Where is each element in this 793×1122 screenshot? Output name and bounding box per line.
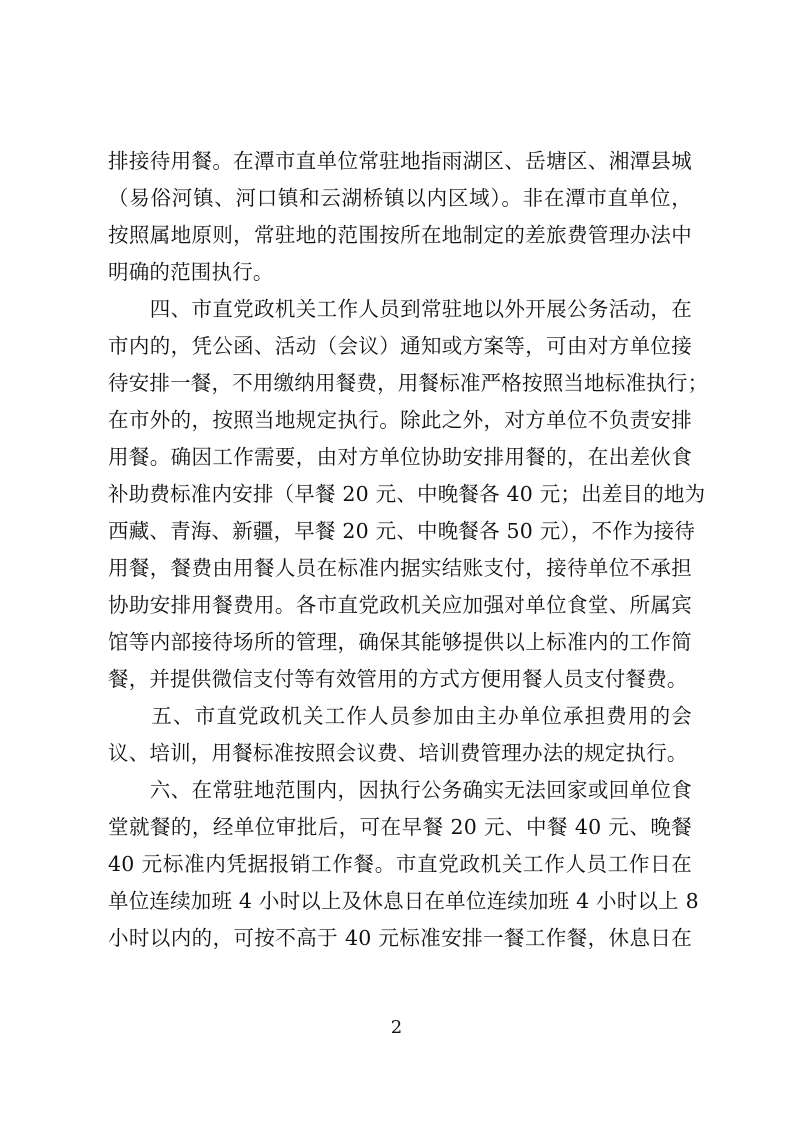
text-line: 在市外的，按照当地规定执行。除此之外，对方单位不负责安排 bbox=[108, 408, 692, 432]
text-line: 四、市直党政机关工作人员到常驻地以外开展公务活动，在 bbox=[108, 297, 692, 321]
text-line: 协助安排用餐费用。各市直党政机关应加强对单位食堂、所属宾 bbox=[108, 593, 692, 617]
text-line: （易俗河镇、河口镇和云湖桥镇以内区域）。非在潭市直单位， bbox=[108, 186, 692, 210]
text-line: 按照属地原则，常驻地的范围按所在地制定的差旅费管理办法中 bbox=[108, 223, 692, 247]
text-line: 六、在常驻地范围内，因执行公务确实无法回家或回单位食 bbox=[108, 778, 692, 802]
text-line: 用餐。确因工作需要，由对方单位协助安排用餐的，在出差伙食 bbox=[108, 445, 692, 469]
text-line: 排接待用餐。在潭市直单位常驻地指雨湖区、岳塘区、湘潭县城 bbox=[108, 149, 692, 173]
text-line: 市内的，凭公函、活动（会议）通知或方案等，可由对方单位接 bbox=[108, 334, 692, 358]
text-line: 明确的范围执行。 bbox=[108, 260, 274, 284]
text-line: 五、市直党政机关工作人员参加由主办单位承担费用的会 bbox=[108, 704, 692, 728]
text-line: 补助费标准内安排（早餐 20 元、中晚餐各 40 元；出差目的地为 bbox=[108, 482, 706, 506]
text-line: 堂就餐的，经单位审批后，可在早餐 20 元、中餐 40 元、晚餐 bbox=[108, 815, 692, 839]
page-number: 2 bbox=[390, 1017, 403, 1038]
text-line: 餐，并提供微信支付等有效管用的方式方便用餐人员支付餐费。 bbox=[108, 667, 688, 691]
document-body bbox=[108, 143, 709, 957]
text-line: 用餐，餐费由用餐人员在标准内据实结账支付，接待单位不承担 bbox=[108, 556, 692, 580]
text-line: 小时以内的，可按不高于 40 元标准安排一餐工作餐，休息日在 bbox=[108, 926, 692, 950]
text-line: 单位连续加班 4 小时以上及休息日在单位连续加班 4 小时以上 8 bbox=[108, 889, 699, 913]
text-line: 西藏、青海、新疆，早餐 20 元、中晚餐各 50 元），不作为接待 bbox=[108, 519, 696, 543]
text-line: 待安排一餐，不用缴纳用餐费，用餐标准严格按照当地标准执行； bbox=[108, 371, 709, 395]
text-line: 40 元标准内凭据报销工作餐。市直党政机关工作人员工作日在 bbox=[108, 852, 692, 876]
text-line: 馆等内部接待场所的管理，确保其能够提供以上标准内的工作简 bbox=[108, 630, 692, 654]
text-line: 议、培训，用餐标准按照会议费、培训费管理办法的规定执行。 bbox=[108, 741, 688, 765]
